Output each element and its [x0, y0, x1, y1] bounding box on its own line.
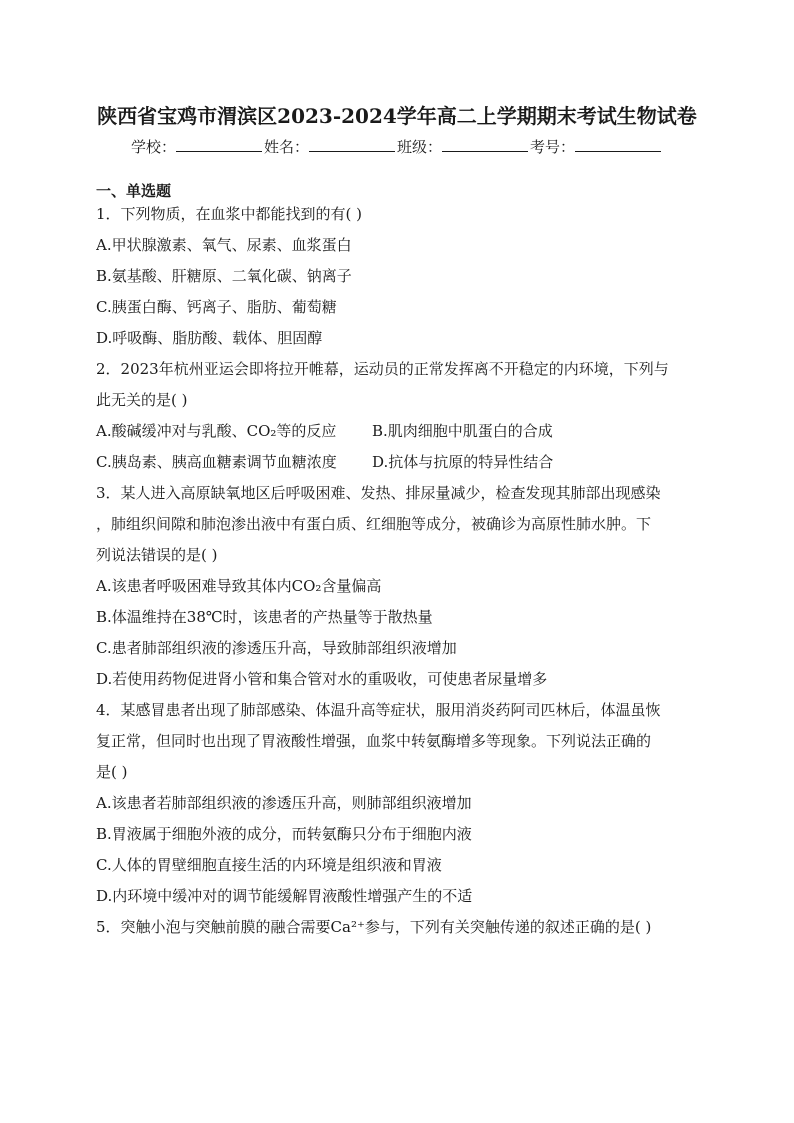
question-stem-line: ，肺组织间隙和肺泡渗出液中有蛋白质、红细胞等成分，被确诊为高原性肺水肿。下 — [96, 515, 652, 533]
question-option: B.胃液属于细胞外液的成分，而转氨酶只分布于细胞内液 — [96, 825, 472, 843]
question-stem-line: 1．下列物质，在血浆中都能找到的有( ) — [96, 205, 363, 223]
info-school — [131, 136, 264, 157]
question-3 — [96, 482, 700, 699]
question-stem-line: 是( ) — [96, 763, 128, 781]
question-option: A.甲状腺激素、氧气、尿素、血浆蛋白 — [96, 236, 352, 254]
info-name-label: 姓名： — [263, 138, 309, 156]
question-option: A.该患者若肺部组织液的渗透压升高，则肺部组织液增加 — [96, 794, 472, 812]
questions-container — [96, 203, 700, 947]
question-option: B.体温维持在38℃时，该患者的产热量等于散热量 — [96, 608, 433, 626]
info-exam-id-blank[interactable] — [575, 137, 661, 152]
info-name — [264, 136, 397, 157]
question-option: D.呼吸酶、脂肪酸、载体、胆固醇 — [96, 329, 323, 347]
question-option: C.人体的胃壁细胞直接生活的内环境是组织液和胃液 — [96, 856, 442, 874]
question-option: B.氨基酸、肝糖原、二氧化碳、钠离子 — [96, 267, 352, 285]
question-option: D.抗体与抗原的特异性结合 — [372, 453, 554, 471]
info-class — [397, 136, 530, 157]
student-info-line — [0, 136, 794, 157]
info-exam-id — [530, 136, 663, 157]
question-stem-line: 2．2023年杭州亚运会即将拉开帷幕，运动员的正常发挥离不开稳定的内环境，下列与 — [96, 360, 669, 378]
question-1 — [96, 203, 700, 358]
info-school-blank[interactable] — [176, 137, 262, 152]
question-stem-line: 复正常，但同时也出现了胃液酸性增强，血浆中转氨酶增多等现象。下列说法正确的 — [96, 732, 652, 750]
question-option: B.肌肉细胞中肌蛋白的合成 — [372, 422, 553, 440]
question-option: C.患者肺部组织液的渗透压升高，导致肺部组织液增加 — [96, 639, 457, 657]
question-5 — [96, 916, 700, 947]
question-stem-line: 4．某感冒患者出现了肺部感染、体温升高等症状，服用消炎药阿司匹林后，体温虽恢 — [96, 701, 661, 719]
info-school-label: 学校： — [130, 138, 176, 156]
page-title: 陕西省宝鸡市渭滨区2023-2024学年高二上学期期末考试生物试卷 — [97, 104, 697, 128]
question-stem-line: 此无关的是( ) — [96, 391, 188, 409]
question-stem-line: 3．某人进入高原缺氧地区后呼吸困难、发热、排尿量减少，检查发现其肺部出现感染 — [96, 484, 661, 502]
question-option-row — [96, 420, 700, 451]
question-option: C.胰岛素、胰高血糖素调节血糖浓度 — [96, 453, 337, 471]
info-name-blank[interactable] — [309, 137, 395, 152]
question-stem-line: 5．突触小泡与突触前膜的融合需要Ca²⁺参与，下列有关突触传递的叙述正确的是( ) — [96, 918, 652, 936]
question-4 — [96, 699, 700, 916]
question-option: D.若使用药物促进肾小管和集合管对水的重吸收，可使患者尿量增多 — [96, 670, 548, 688]
section-title: 一、单选题 — [96, 182, 172, 200]
question-option: A.该患者呼吸困难导致其体内CO₂含量偏高 — [96, 577, 382, 595]
question-option: D.内环境中缓冲对的调节能缓解胃液酸性增强产生的不适 — [96, 887, 473, 905]
question-option: C.胰蛋白酶、钙离子、脂肪、葡萄糖 — [96, 298, 337, 316]
question-stem-line: 列说法错误的是( ) — [96, 546, 218, 564]
question-option: A.酸碱缓冲对与乳酸、CO₂等的反应 — [96, 422, 337, 440]
info-class-blank[interactable] — [442, 137, 528, 152]
question-2 — [96, 358, 700, 482]
info-exam-id-label: 考号： — [530, 138, 576, 156]
info-class-label: 班级： — [397, 138, 443, 156]
question-option-row — [96, 451, 700, 482]
